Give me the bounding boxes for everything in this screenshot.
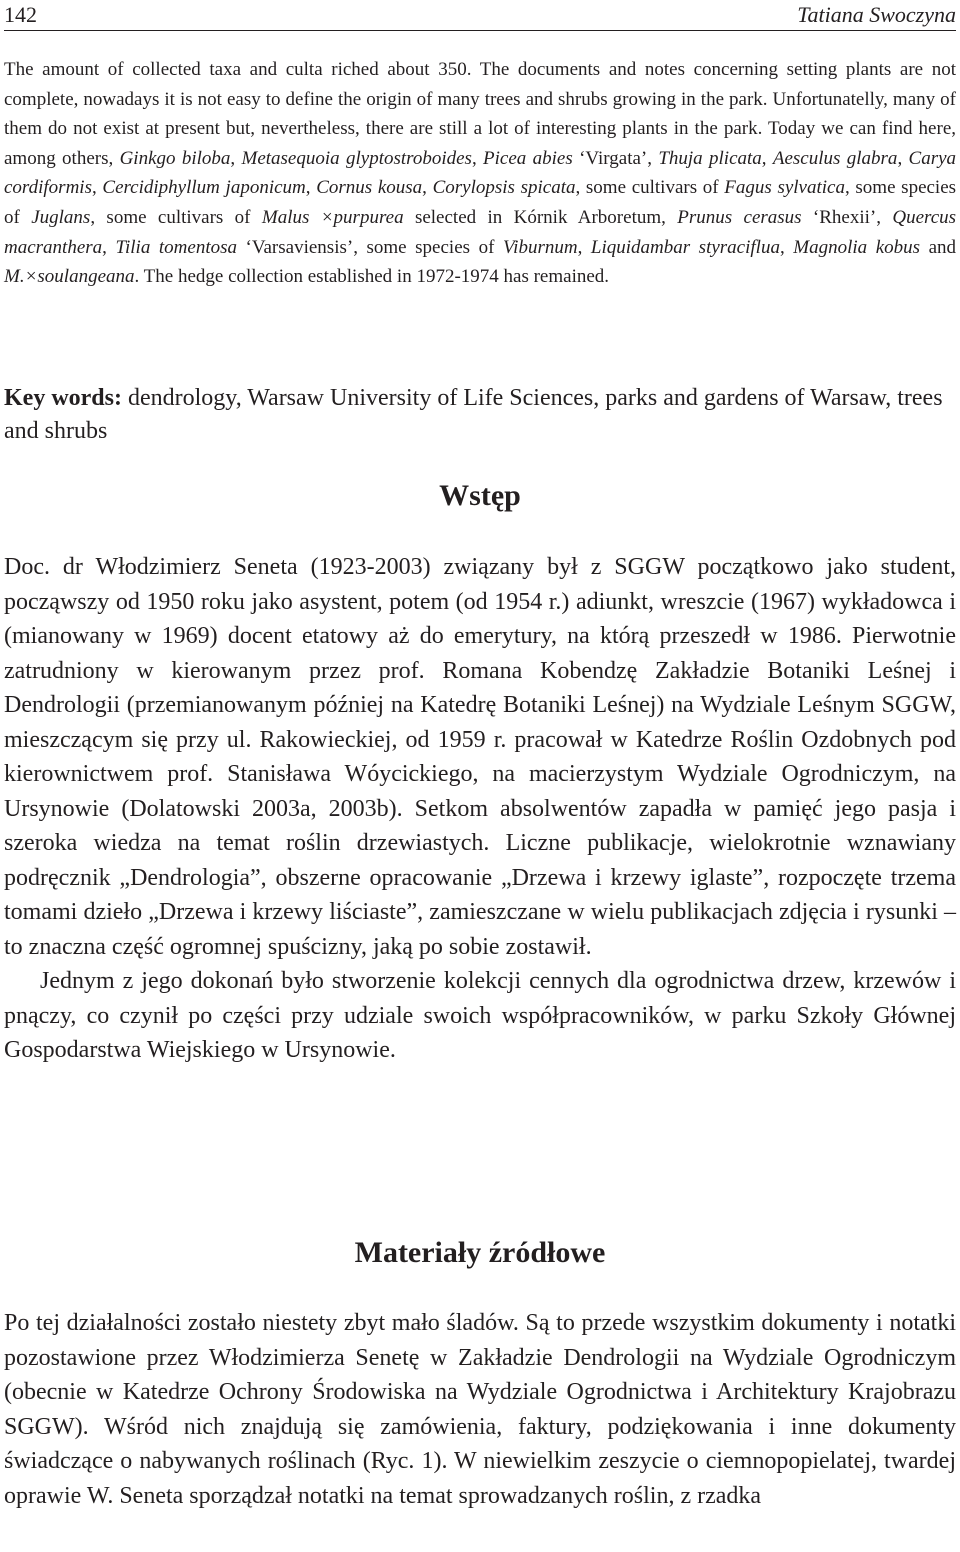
taxon-name: Metasequoia glyptostroboides	[241, 147, 472, 169]
running-header	[4, 0, 956, 31]
sources-body	[4, 1306, 956, 1513]
cultivar-name: ‘Varsaviensis’, some species of	[237, 236, 503, 258]
page-number: 142	[4, 2, 37, 27]
abstract-text: The amount of collected taxa and culta riched about 350. The documents and notes concerning setting plants are not complete, nowadays it is not easy to define the origin of many trees and shrubs growing in the park. Unfortunatelly, many of them do not exist at present but, nevertheless, there are still a lot of interesting plants in the park. Today we can find here, among others,	[4, 59, 956, 169]
intro-body	[4, 550, 956, 1068]
intro-paragraph-1: Doc. dr Włodzimierz Seneta (1923-2003) związany był z SGGW początkowo jako student, począwszy od 1950 roku jako asystent, potem (od 1954 r.) adiunkt, wreszcie (1967) wykładowca i (mianowany w 1969) docent etatowy aż do emerytury, na którą przeszedł w 1986. Pierwotnie zatrudniony w kierowanym przez prof. Romana Kobendzę Zakładzie Botaniki Leśnej i Dendrologii (przemianowanym później na Katedrę Botaniki Leśnej) na Wydziale Leśnym SGGW, mieszczącym się przy ul. Rakowieckiej, od 1959 r. pracował w Katedrze Roślin Ozdobnych pod kierownictwem prof. Stanisława Wóycickiego, na macierzystym Wydziale Ogrodniczym, na Ursynowie (Dolatowski 2003a, 2003b). Setkom absolwentów zapadła w pamięć jego pasja i szeroka wiedza na temat roślin drzewiastych. Liczne publikacje, wielokrotnie wznawiany podręcznik „Dendrologia”, obszerne opracowanie „Drzewa i krzewy iglaste”, rozpoczęte trzema tomami dzieło „Drzewa i krzewy liściaste”, zamieszczane w wielu publikacjach zdjęcia i rysunki – to znaczna część ogromnej spuścizny, jaką po sobie zostawił.	[4, 554, 956, 960]
english-abstract	[4, 55, 956, 292]
taxon-name: Prunus cerasus	[677, 206, 802, 228]
taxon-name: Malus ×purpurea	[261, 206, 404, 228]
taxon-name: Juglans	[31, 206, 91, 228]
abstract-text: . The hedge collection established in 1972-1974 has remained.	[134, 266, 610, 288]
taxon-name: Liquidambar styraciflua	[590, 236, 780, 258]
intro-paragraph-2: Jednym z jego dokonań było stworzenie kolekcji cennych dla ogrodnictwa drzew, krzewów i pnączy, co czynił po części przy udziale swoich współpracowników, w parku Szkoły Głównej Gospodarstwa Wiejskiego w Ursynowie.	[4, 968, 956, 1063]
taxon-name: Ginkgo biloba	[119, 147, 231, 169]
running-author: Tatiana Swoczyna	[797, 2, 956, 27]
taxon-name: Thuja plicata	[658, 147, 762, 169]
taxon-name: Tilia tomentosa	[115, 236, 237, 258]
taxon-name: M.×soulangeana	[4, 266, 135, 288]
taxon-name: Cornus kousa	[316, 177, 423, 199]
sources-paragraph-1: Po tej działalności zostało niestety zbyt mało śladów. Są to przede wszystkim dokumenty i notatki pozostawione przez Włodzimierza Senetę w Zakładzie Dendrologii na Wydziale Ogrodniczym (obecnie w Katedrze Ochrony Środowiska na Wydziale Ogrodnictwa i Architektury Krajobrazu SGGW). Wśród nich znajdują się zamówienia, faktury, podziękowania i inne dokumenty świadczące o nabywanych roślinach (Ryc. 1). W niewielkim zeszycie o ciemnopopielatej, twardej oprawie W. Seneta sporządzał notatki na temat sprowadzanych roślin, z rzadka	[4, 1310, 956, 1509]
keywords	[4, 382, 956, 448]
taxon-name: Corylopsis spicata	[432, 177, 576, 199]
taxon-name: Aesculus glabra	[772, 147, 898, 169]
abstract-text: selected in Kórnik Arboretum,	[403, 206, 678, 228]
keywords-text: dendrology, Warsaw University of Life Sciences, parks and gardens of Warsaw, trees and shrubs	[4, 385, 943, 444]
abstract-text: and	[920, 236, 957, 258]
abstract-text: , some cultivars of	[90, 206, 262, 228]
taxon-name: Carya cordiformis	[4, 147, 957, 199]
cultivar-name: ‘Virgata’,	[572, 147, 659, 169]
abstract-text: , some species of	[4, 177, 957, 228]
cultivar-name: ‘Rhexii’,	[801, 206, 893, 228]
section-heading-sources: Materiały źródłowe	[354, 1236, 606, 1269]
taxon-name: Magnolia kobus	[793, 236, 921, 258]
taxon-name: Viburnum	[502, 236, 578, 258]
taxon-name: Picea abies	[483, 147, 573, 169]
abstract-paragraph: The amount of collected taxa and culta riched about 350. The documents and notes concerning setting plants are not complete, nowadays it is not easy to define the origin of many trees and shrubs growing in the park. Unfortunatelly, many of them do not exist at present but, nevertheless, there are still a lot of interesting plants in the park. Today we can find here, among others, Ginkgo biloba, Metasequoia glyptostroboides, Picea abies ‘Virgata’, Thuja plicata, Aesculus glabra, Carya cordiformis, Cercidiphyllum japonicum, Cornus kousa, Corylopsis spicata, some cultivars of Fagus sylvatica, some species of Juglans, some cultivars of Malus ×purpurea selected in Kórnik Arboretum, Prunus cerasus ‘Rhexii’, Quercus macranthera, Tilia tomentosa ‘Varsaviensis’, some species of Viburnum, Liquidambar styraciflua, Magnolia kobus and M.×soulangeana. The hedge collection established in 1972-1974 has remained.	[4, 59, 957, 288]
taxon-name: Cercidiphyllum japonicum	[102, 177, 306, 199]
keywords-label: Key words:	[4, 385, 122, 411]
section-heading-intro: Wstęp	[439, 479, 521, 512]
taxon-name: Quercus macranthera	[4, 206, 957, 258]
abstract-text: , some cultivars of	[575, 177, 725, 199]
taxon-name: Fagus sylvatica	[724, 177, 845, 199]
